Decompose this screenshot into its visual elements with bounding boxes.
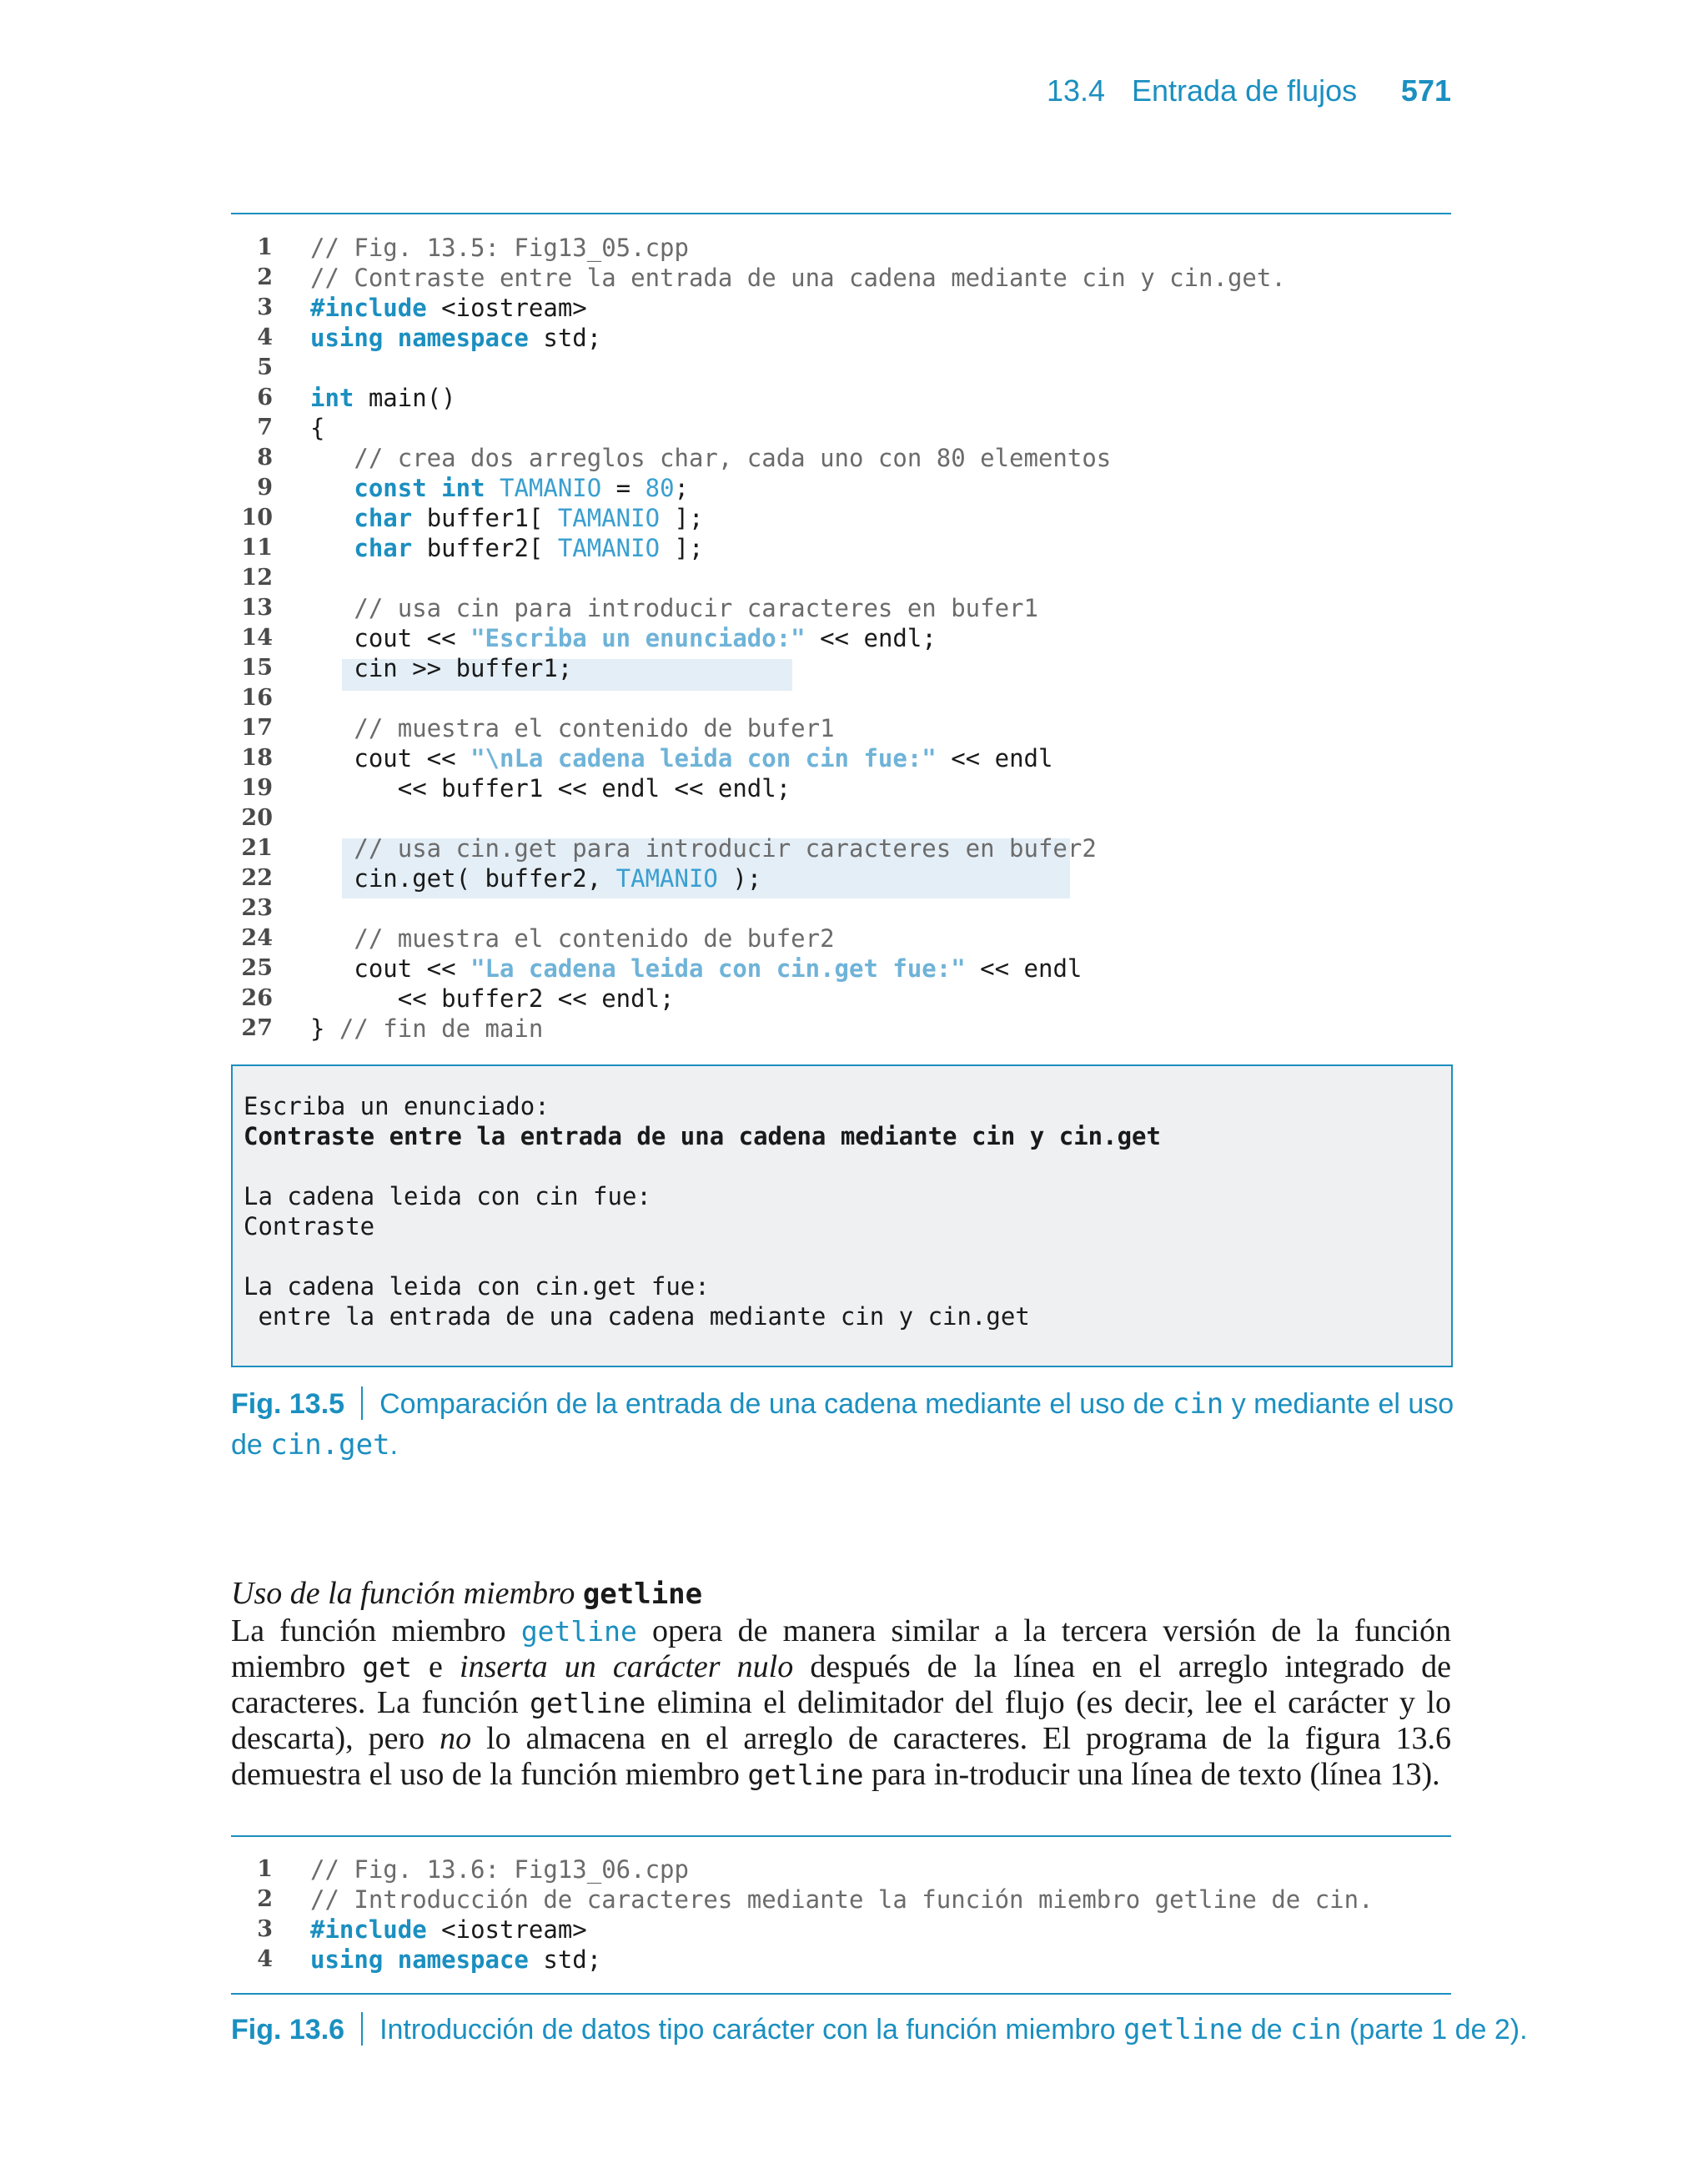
line-number: 24 — [241, 925, 273, 951]
body-paragraph — [231, 1613, 1451, 1793]
line-number: 26 — [241, 985, 273, 1011]
line-number: 9 — [257, 475, 273, 501]
figure-label: Fig. 13.6 — [231, 2014, 345, 2046]
code-token: "Escriba un enunciado:" — [470, 624, 806, 652]
code-token: buffer1[ — [412, 504, 558, 532]
code-line — [231, 323, 1451, 353]
text-run: lo almacena en el arreglo de caracteres. El programa de la figura 13.6 demuestra el uso de la función miembro — [231, 1721, 1451, 1792]
heading-code: getline — [582, 1578, 703, 1611]
line-number: 10 — [241, 505, 273, 531]
code-text — [310, 713, 835, 743]
code-line — [231, 653, 1451, 683]
caption-code: cin.get — [270, 1428, 390, 1462]
italic-text: no — [440, 1721, 472, 1756]
line-number: 20 — [241, 805, 273, 831]
line-number: 11 — [241, 535, 273, 561]
code-token: // usa cin.get para introducir caracteres en bufer2 — [310, 834, 1097, 863]
line-number: 22 — [241, 865, 273, 891]
code-token: std; — [528, 324, 602, 352]
line-number: 25 — [241, 955, 273, 981]
line-number: 19 — [241, 775, 273, 801]
text-run: La función miembro — [231, 1613, 521, 1648]
line-number: 2 — [257, 264, 273, 290]
caption-separator — [361, 2012, 363, 2046]
code-text — [310, 833, 1097, 863]
caption-code: cin — [1172, 1387, 1224, 1421]
code-token: TAMANIO — [557, 504, 661, 532]
inline-code: get — [362, 1651, 412, 1683]
code-text — [310, 413, 324, 443]
line-number: 21 — [241, 835, 273, 861]
code-text — [310, 263, 1286, 293]
code-text — [310, 743, 1052, 773]
code-token — [310, 474, 354, 502]
code-token: // Introducción de caracteres mediante la función miembro getline de cin. — [310, 1885, 1374, 1914]
code-line — [231, 1915, 1451, 1945]
code-text — [310, 293, 587, 323]
code-text — [310, 954, 1082, 984]
code-token: << endl — [936, 744, 1053, 772]
output-line: Contraste entre la entrada de una cadena mediante cin y cin.get — [244, 1122, 1161, 1150]
code-line — [231, 1945, 1451, 1975]
text-run: después de la línea en el arreglo integrado de caracteres. La función — [231, 1649, 1451, 1720]
line-number: 3 — [257, 294, 273, 320]
code-token: <iostream> — [426, 294, 587, 322]
code-text — [310, 773, 791, 803]
caption-text: Introducción de datos tipo carácter con la función miembro — [379, 2014, 1124, 2046]
heading-text: Uso de la función miembro — [231, 1576, 583, 1611]
text-run: e — [411, 1649, 460, 1684]
caption-text: . — [389, 1429, 399, 1461]
code-line — [231, 773, 1451, 803]
code-token: cout << — [310, 624, 471, 652]
line-number: 8 — [257, 445, 273, 471]
listing-top-rule — [231, 1835, 1451, 1837]
code-token: ]; — [660, 534, 704, 562]
code-token: TAMANIO — [557, 534, 661, 562]
code-text — [310, 1014, 543, 1044]
line-number: 23 — [241, 895, 273, 921]
code-token: cin.get( buffer2, — [310, 864, 616, 893]
line-number: 18 — [241, 745, 273, 771]
code-token: // Fig. 13.6: Fig13_06.cpp — [310, 1855, 689, 1884]
code-token: ]; — [660, 504, 704, 532]
code-line — [231, 923, 1451, 954]
code-text — [310, 593, 1038, 623]
code-line — [231, 623, 1451, 653]
caption-text: Comparación de la entrada de una cadena mediante el uso de — [379, 1388, 1173, 1420]
inline-code: getline — [530, 1687, 646, 1719]
code-text — [310, 1945, 601, 1975]
code-text — [310, 1854, 689, 1885]
output-line: Contraste — [244, 1212, 375, 1240]
program-output-box — [231, 1064, 1453, 1367]
code-text — [310, 233, 689, 263]
code-line — [231, 713, 1451, 743]
line-number: 17 — [241, 715, 273, 741]
code-text — [310, 323, 601, 353]
code-token: const int — [354, 474, 485, 502]
text-run: para in-troducir una línea de texto (línea 13). — [863, 1757, 1440, 1792]
code-line — [231, 383, 1451, 413]
code-token: 80 — [645, 474, 675, 502]
code-line — [231, 984, 1451, 1014]
code-token: main() — [354, 384, 456, 412]
code-token — [310, 504, 354, 532]
code-token: ); — [717, 864, 762, 893]
code-line — [231, 473, 1451, 503]
caption-text: (parte 1 de 2). — [1341, 2014, 1528, 2046]
code-token: << buffer1 << endl << endl; — [310, 774, 791, 803]
code-token: #include — [310, 294, 427, 322]
code-token: << buffer2 << endl; — [310, 984, 675, 1013]
line-number: 4 — [257, 325, 273, 350]
code-line — [231, 593, 1451, 623]
code-token: char — [354, 534, 413, 562]
inline-code: getline — [747, 1759, 864, 1791]
code-token: TAMANIO — [615, 864, 718, 893]
caption-text: de — [231, 1429, 271, 1461]
output-line: La cadena leida con cin fue: — [244, 1182, 651, 1210]
code-token: using namespace — [310, 1945, 529, 1974]
text-run: elimina el delimitador del flujo (es decir, lee el carácter y lo descarta), pero — [231, 1685, 1451, 1756]
code-line — [231, 1014, 1451, 1044]
figure-label: Fig. 13.5 — [231, 1388, 345, 1420]
caption-code: cin — [1290, 2013, 1342, 2046]
section-number: 13.4 — [1047, 73, 1106, 108]
code-token: "\nLa cadena leida con cin fue:" — [470, 744, 937, 772]
code-line — [231, 533, 1451, 563]
code-text — [310, 473, 689, 503]
code-line — [231, 833, 1451, 863]
line-number: 3 — [257, 1916, 273, 1942]
code-token: TAMANIO — [500, 474, 602, 502]
code-text — [310, 863, 761, 893]
code-line — [231, 233, 1451, 263]
code-token: int — [310, 384, 354, 412]
code-line — [231, 743, 1451, 773]
code-token: // muestra el contenido de bufer1 — [310, 714, 835, 742]
output-line: La cadena leida con cin.get fue: — [244, 1272, 710, 1301]
code-token: // muestra el contenido de bufer2 — [310, 924, 835, 953]
code-line — [231, 503, 1451, 533]
code-line — [231, 1854, 1451, 1885]
figure-caption-13-5 — [231, 1386, 1454, 1421]
caption-code: getline — [1123, 2013, 1243, 2046]
code-token: } — [310, 1014, 339, 1043]
line-number: 16 — [241, 685, 273, 711]
figure-caption-13-6 — [231, 2012, 1528, 2046]
line-number: 14 — [241, 625, 273, 651]
section-title: Entrada de flujos — [1132, 73, 1358, 108]
caption-text: de — [1243, 2014, 1291, 2046]
caption-separator — [361, 1386, 363, 1420]
inline-code: getline — [520, 1615, 637, 1648]
code-token: << endl — [965, 954, 1083, 983]
line-number: 15 — [241, 655, 273, 681]
code-token: // crea dos arreglos char, cada uno con 80 elementos — [310, 444, 1112, 472]
line-number: 5 — [257, 355, 273, 380]
code-line — [231, 863, 1451, 893]
line-number: 27 — [241, 1015, 273, 1041]
code-text — [310, 623, 937, 653]
code-token: cout << — [310, 744, 471, 772]
page-number: 571 — [1400, 73, 1451, 108]
code-line — [231, 954, 1451, 984]
line-number: 4 — [257, 1946, 273, 1972]
code-text — [310, 383, 456, 413]
line-number: 1 — [257, 1856, 273, 1882]
code-line — [231, 293, 1451, 323]
code-token — [485, 474, 500, 502]
code-text — [310, 443, 1111, 473]
code-line — [231, 263, 1451, 293]
code-line — [231, 563, 1451, 593]
code-token: buffer2[ — [412, 534, 558, 562]
code-text — [310, 923, 835, 954]
italic-text: inserta un carácter nulo — [460, 1649, 794, 1684]
code-line — [231, 803, 1451, 833]
code-line — [231, 1885, 1451, 1915]
line-number: 13 — [241, 595, 273, 621]
code-token: // usa cin para introducir caracteres en bufer1 — [310, 594, 1038, 622]
code-text — [310, 503, 703, 533]
line-number: 12 — [241, 565, 273, 591]
code-token: <iostream> — [426, 1915, 587, 1944]
listing-top-rule — [231, 213, 1451, 214]
code-line — [231, 893, 1451, 923]
output-line: entre la entrada de una cadena mediante cin y cin.get — [244, 1302, 1030, 1331]
listing-bottom-rule — [231, 1993, 1451, 1995]
code-token: cout << — [310, 954, 471, 983]
code-token: << endl; — [805, 624, 937, 652]
code-line — [231, 683, 1451, 713]
code-token: // fin de main — [339, 1014, 544, 1043]
code-line — [231, 443, 1451, 473]
section-heading — [231, 1575, 702, 1612]
code-token: ; — [674, 474, 689, 502]
code-token: char — [354, 504, 413, 532]
code-token: std; — [528, 1945, 602, 1974]
code-line — [231, 353, 1451, 383]
code-text — [310, 1915, 587, 1945]
line-number: 2 — [257, 1886, 273, 1912]
line-number: 1 — [257, 234, 273, 260]
code-text — [310, 1885, 1374, 1915]
code-token: // Contraste entre la entrada de una cadena mediante cin y cin.get. — [310, 264, 1286, 292]
code-token: // Fig. 13.5: Fig13_05.cpp — [310, 234, 689, 262]
text-run: opera de manera similar a la tercera versión de la función miembro — [231, 1613, 1451, 1684]
code-token: = — [601, 474, 646, 502]
code-token: cin >> buffer1; — [310, 654, 573, 682]
code-token — [310, 534, 354, 562]
code-text — [310, 653, 572, 683]
output-line: Escriba un enunciado: — [244, 1092, 550, 1120]
code-text — [310, 533, 703, 563]
code-token: "La cadena leida con cin.get fue:" — [470, 954, 966, 983]
code-token: { — [310, 414, 325, 442]
code-line — [231, 413, 1451, 443]
line-number: 7 — [257, 415, 273, 440]
code-token: using namespace — [310, 324, 529, 352]
code-token: #include — [310, 1915, 427, 1944]
code-text — [310, 984, 675, 1014]
figure-caption-13-5-line2 — [231, 1428, 398, 1462]
caption-text: y mediante el uso — [1223, 1388, 1454, 1420]
line-number: 6 — [257, 385, 273, 410]
